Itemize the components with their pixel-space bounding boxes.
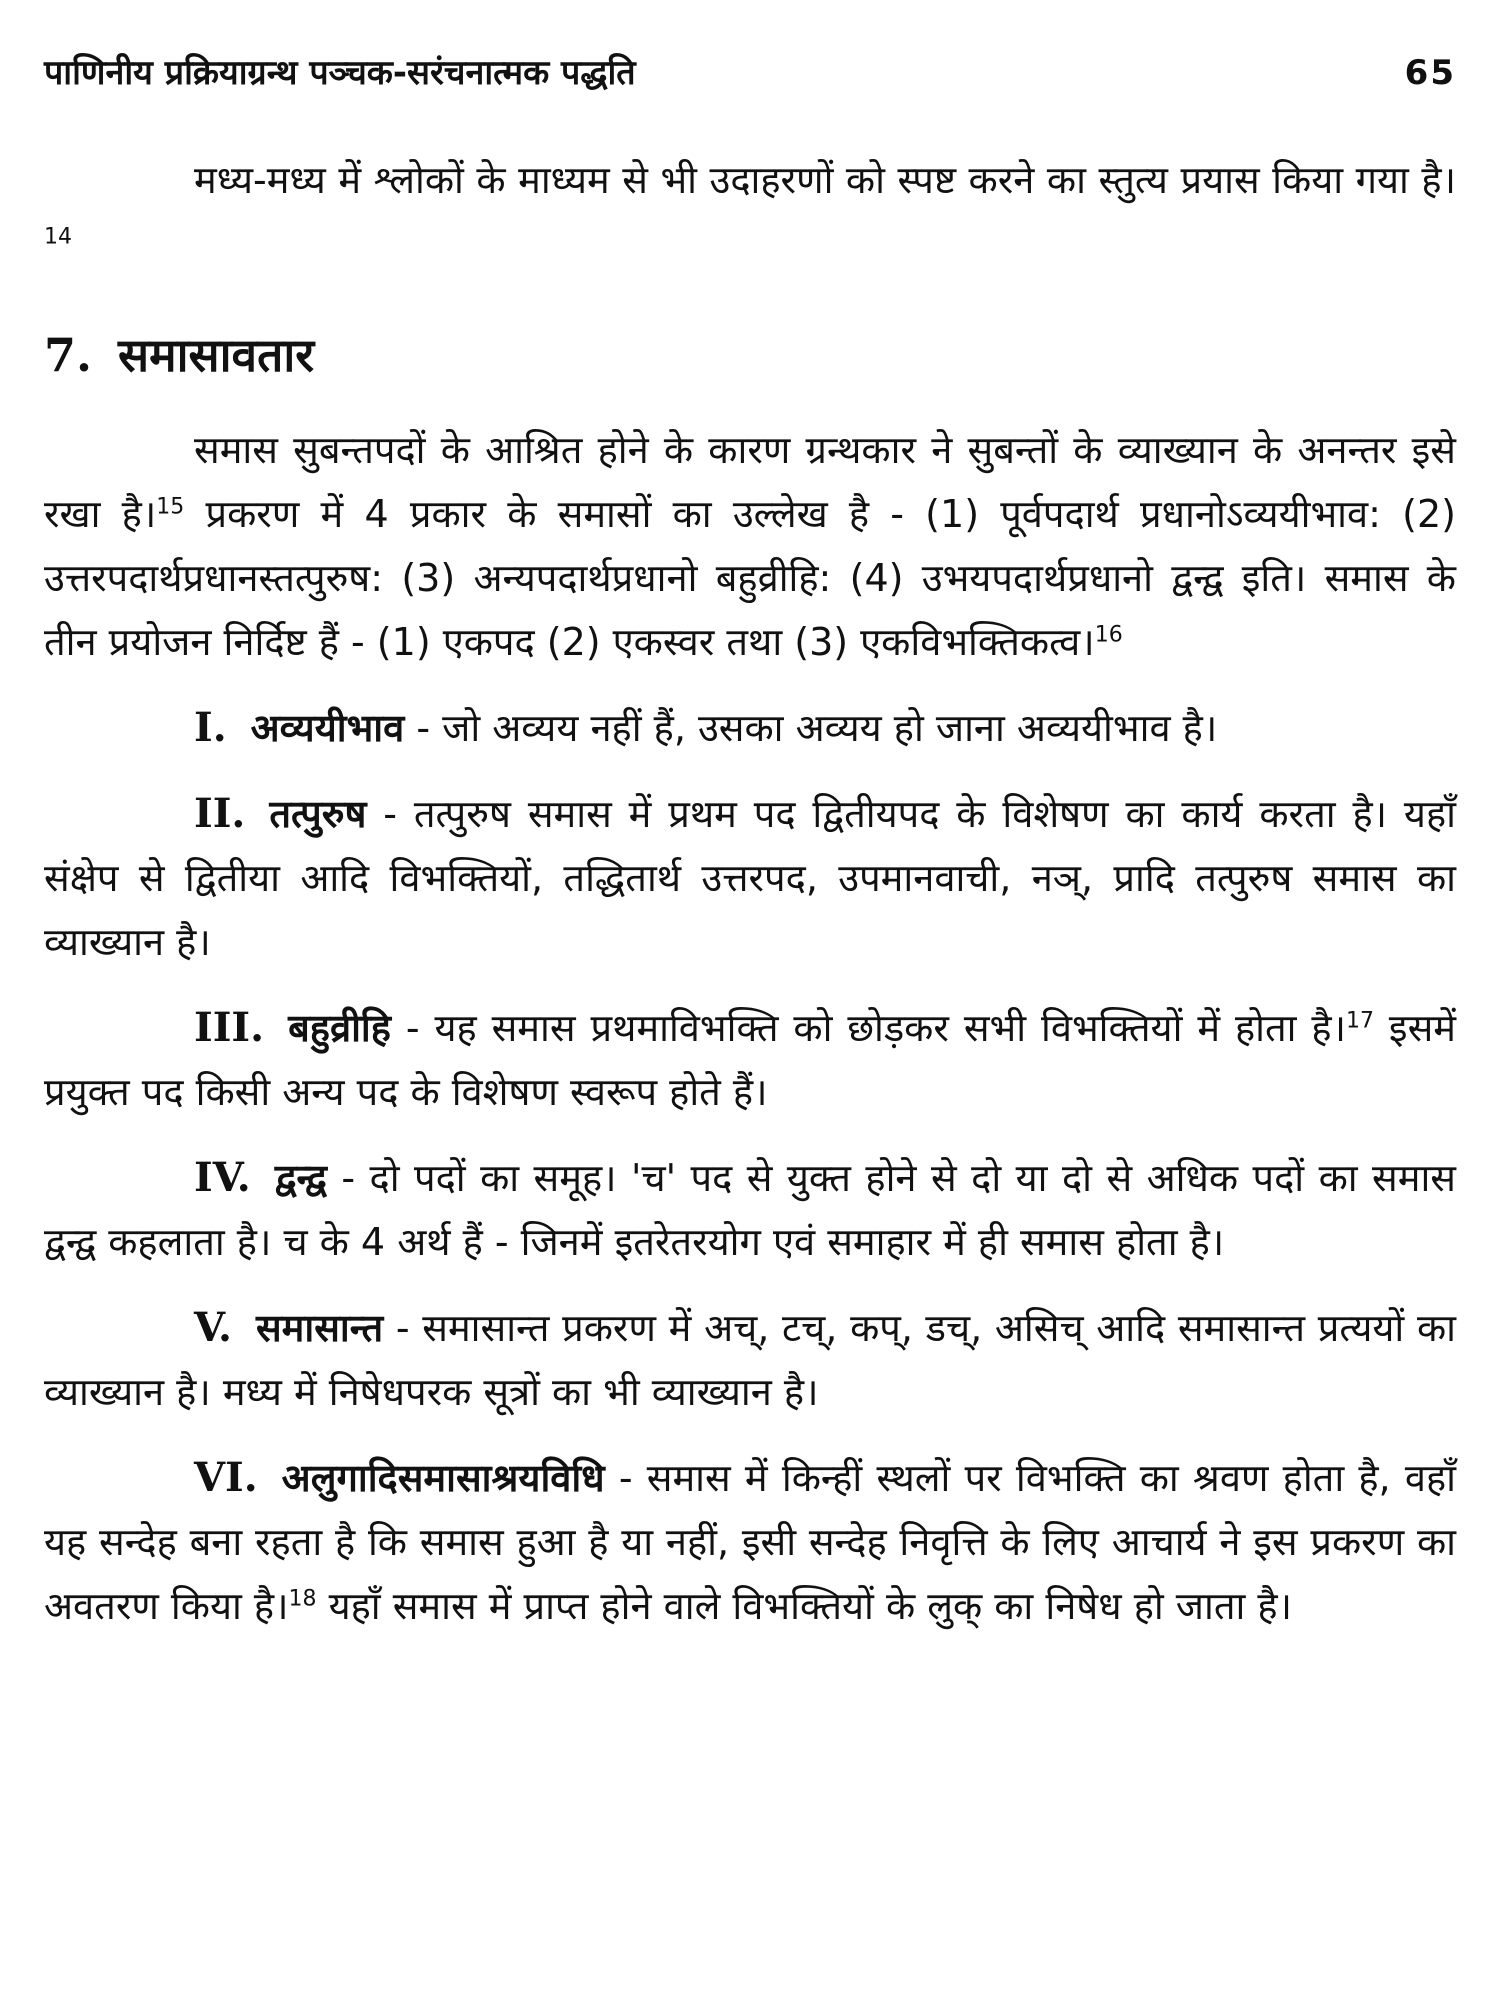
subsection-numeral: III. xyxy=(194,1004,265,1051)
intro-paragraph xyxy=(44,148,1456,276)
footnote-ref: 16 xyxy=(1094,622,1123,648)
section-text-b: प्रकरण में 4 प्रकार के समासों का उल्लेख है - (1) पूर्वपदार्थ प्रधानोऽव्ययीभाव: (2) उत्तरपदार्थप्रधानस्तत्पुरुष: (3) अन्यपदार्थप्रधानो बहुव्रीहि: (4) उभयपदार्थप्रधानो द्वन्द्व इति। समास के तीन प्रयोजन निर्दिष्ट हैं - (1) एकपद (2) एकस्वर तथा (3) एकविभक्तिकत्व। xyxy=(44,492,1456,664)
subsection-alugadi xyxy=(44,1446,1456,1638)
footnote-ref: 15 xyxy=(156,494,185,520)
subsection-bahuvrihi xyxy=(44,996,1456,1124)
subsection-numeral: II. xyxy=(194,790,246,837)
subsection-term: समासान्त xyxy=(255,1306,384,1350)
subsection-term: अव्ययीभाव xyxy=(250,706,405,750)
subsection-dvandva xyxy=(44,1146,1456,1274)
subsection-text: - समास में किन्हीं स्थलों पर विभक्ति का श्रवण होता है, वहाँ यह सन्देह बना रहता है कि समास हुआ है या नहीं, इसी सन्देह निवृत्ति के लिए आचार्य ने इस प्रकरण का अवतरण किया है। xyxy=(44,1456,1456,1628)
section-paragraph xyxy=(44,418,1456,674)
subsection-text: - जो अव्यय नहीं हैं, उसका अव्यय हो जाना अव्ययीभाव है। xyxy=(404,706,1218,750)
footnote-ref: 17 xyxy=(1346,1008,1374,1034)
footnote-ref: 18 xyxy=(288,1586,317,1612)
section-title: समासावतार xyxy=(118,328,315,382)
section-heading xyxy=(44,320,1456,390)
subsection-tatpurusha xyxy=(44,782,1456,974)
subsection-text-after: यहाँ समास में प्राप्त होने वाले विभक्तियों के लुक् का निषेध हो जाता है। xyxy=(316,1584,1292,1628)
subsection-text: - समासान्त प्रकरण में अच्, टच्, कप्, डच्, असिच् आदि समासान्त प्रत्ययों का व्याख्यान है। मध्य में निषेधपरक सूत्रों का भी व्याख्यान है। xyxy=(44,1306,1456,1414)
running-header xyxy=(44,48,1456,118)
section-text-a: समास सुबन्तपदों के आश्रित होने के कारण ग्रन्थकार ने सुबन्तों के व्याख्यान के अनन्तर इसे रखा है। xyxy=(44,428,1456,536)
subsection-numeral: I. xyxy=(194,704,227,751)
subsection-term: तत्पुरुष xyxy=(269,792,367,836)
subsection-text-after: इसमें प्रयुक्त पद किसी अन्य पद के विशेषण स्वरूप होते हैं। xyxy=(44,1006,1456,1114)
subsection-numeral: VI. xyxy=(194,1454,258,1501)
footnote-ref: 14 xyxy=(44,224,72,250)
subsection-text: - दो पदों का समूह। 'च' पद से युक्त होने से दो या दो से अधिक पदों का समास द्वन्द्व कहलाता है। च के 4 अर्थ हैं - जिनमें इतरेतरयोग एवं समाहार में ही समास होता है। xyxy=(44,1156,1456,1264)
subsection-term: अलुगादिसमासाश्रयविधि xyxy=(281,1456,605,1500)
subsection-term: बहुव्रीहि xyxy=(288,1006,391,1050)
section-number: 7. xyxy=(44,328,93,382)
subsection-samasanta xyxy=(44,1296,1456,1424)
subsection-text: - यह समास प्रथमाविभक्ति को छोड़कर सभी विभक्तियों में होता है। xyxy=(390,1006,1346,1050)
subsection-text: - तत्पुरुष समास में प्रथम पद द्वितीयपद के विशेषण का कार्य करता है। यहाँ संक्षेप से द्वितीया आदि विभक्तियों, तद्धितार्थ उत्तरपद, उपमानवाची, नञ्, प्रादि तत्पुरुष समास का व्याख्यान है। xyxy=(44,792,1456,964)
intro-text: मध्य-मध्य में श्लोकों के माध्यम से भी उदाहरणों को स्पष्ट करने का स्तुत्य प्रयास किया गया है। xyxy=(194,158,1456,202)
subsection-term: द्वन्द्व xyxy=(274,1156,327,1200)
page-number: 65 xyxy=(1404,53,1456,93)
subsection-numeral: IV. xyxy=(194,1154,251,1201)
subsection-avyayibhava xyxy=(44,696,1456,760)
subsection-numeral: V. xyxy=(194,1304,232,1351)
running-title: पाणिनीय प्रक्रियाग्रन्थ पञ्चक-सरंचनात्मक पद्धति xyxy=(44,53,636,93)
